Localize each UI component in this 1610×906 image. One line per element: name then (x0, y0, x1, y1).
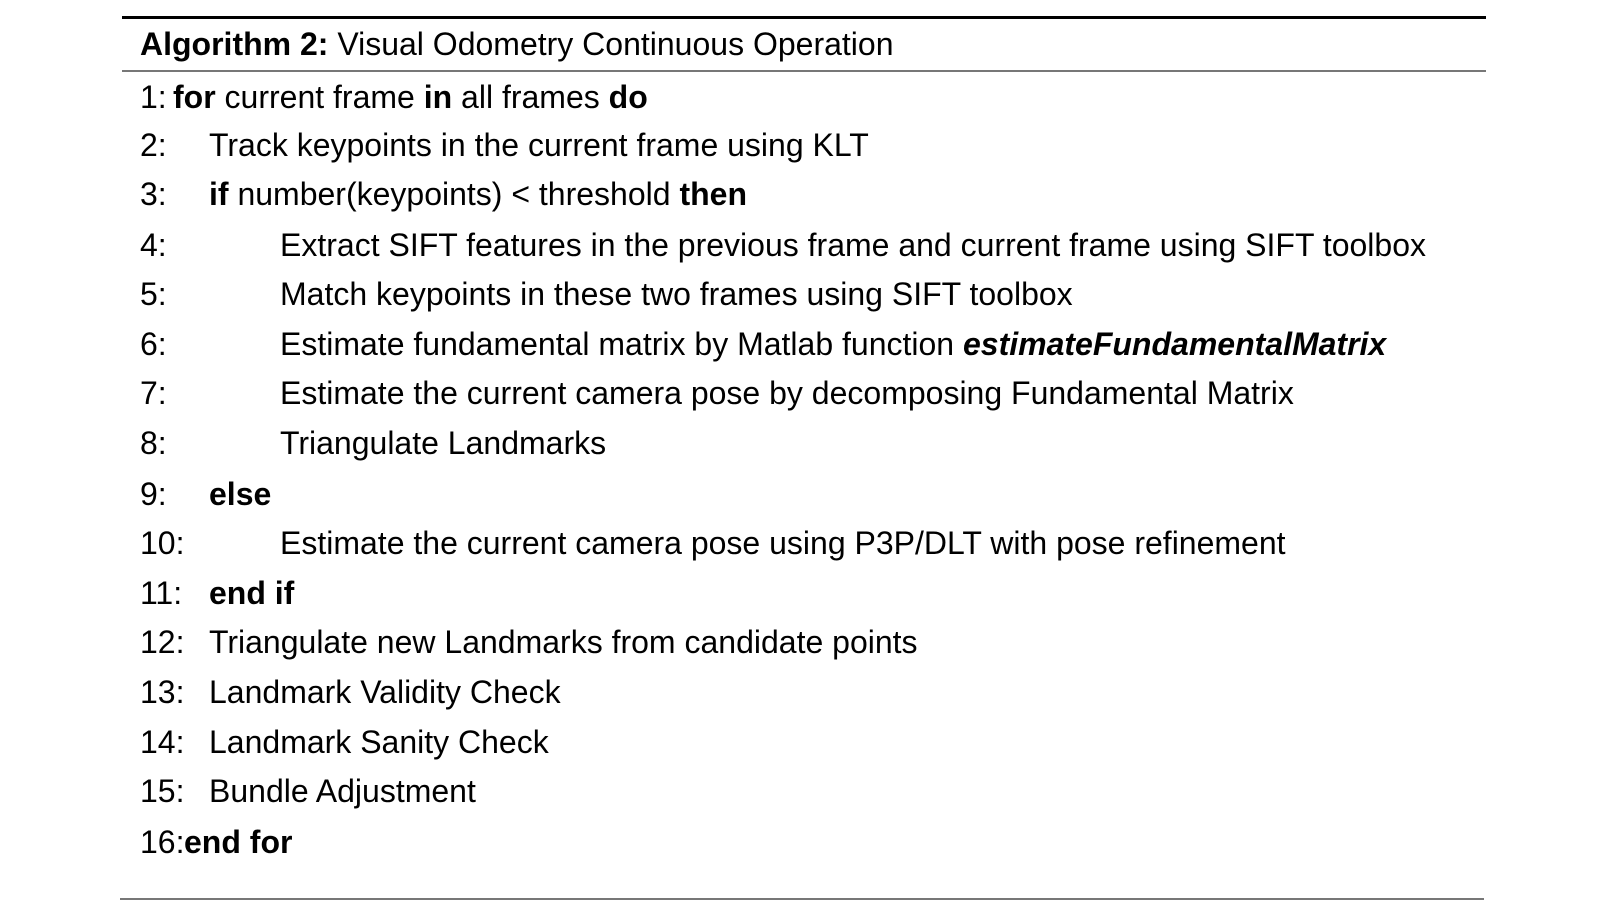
line-text: Landmark Sanity Check (209, 724, 549, 760)
line-body (209, 174, 747, 214)
line-number: 5: (140, 276, 167, 312)
line-number: 1: (140, 79, 167, 115)
line-number: 14: (140, 724, 185, 760)
line-number: 4: (140, 227, 167, 263)
line-number: 16: (140, 824, 185, 860)
line-number: 9: (140, 476, 167, 512)
line-number: 6: (140, 326, 167, 362)
line-text: Landmark Validity Check (209, 674, 561, 710)
line-number: 2: (140, 127, 167, 163)
line-number: 3: (140, 176, 167, 212)
top-rule (122, 16, 1486, 19)
line-text: all frames (452, 79, 609, 115)
caption-label: Algorithm 2: (140, 26, 329, 62)
line-text: Triangulate new Landmarks from candidate points (209, 624, 918, 660)
line-text: number(keypoints) < threshold (228, 176, 680, 212)
bottom-rule (120, 898, 1484, 900)
caption-rule (122, 70, 1486, 72)
keyword-end-if: end if (209, 575, 295, 611)
keyword-end-for: end for (184, 824, 293, 860)
line-number: 10: (140, 525, 185, 561)
line-text: Estimate the current camera pose by decomposing Fundamental Matrix (280, 375, 1294, 411)
line-text: Track keypoints in the current frame using KLT (209, 127, 869, 163)
line-text: Estimate fundamental matrix by Matlab function (280, 326, 963, 362)
algorithm-caption (140, 26, 893, 62)
line-number: 8: (140, 425, 167, 461)
line-text: Estimate the current camera pose using P3P/DLT with pose refinement (280, 525, 1286, 561)
keyword-in: in (423, 79, 453, 115)
line-number: 11: (140, 575, 183, 611)
keyword-then: then (679, 176, 747, 212)
line-text: Triangulate Landmarks (280, 425, 607, 461)
line-body (173, 77, 648, 117)
keyword-else: else (209, 476, 272, 512)
line-text: Bundle Adjustment (209, 773, 476, 809)
line-number: 7: (140, 375, 167, 411)
keyword-for: for (173, 79, 216, 115)
line-text: Extract SIFT features in the previous frame and current frame using SIFT toolbox (280, 227, 1426, 263)
caption-title: Visual Odometry Continuous Operation (337, 26, 894, 62)
line-number: 12: (140, 624, 185, 660)
line-number: 13: (140, 674, 185, 710)
line-number: 15: (140, 773, 185, 809)
keyword-if: if (209, 176, 229, 212)
algorithm-box (122, 16, 1486, 896)
function-name: estimateFundamentalMatrix (962, 326, 1387, 362)
line-body (280, 324, 1386, 364)
keyword-do: do (608, 79, 648, 115)
line-text: Match keypoints in these two frames using SIFT toolbox (280, 276, 1073, 312)
line-text: current frame (215, 79, 424, 115)
